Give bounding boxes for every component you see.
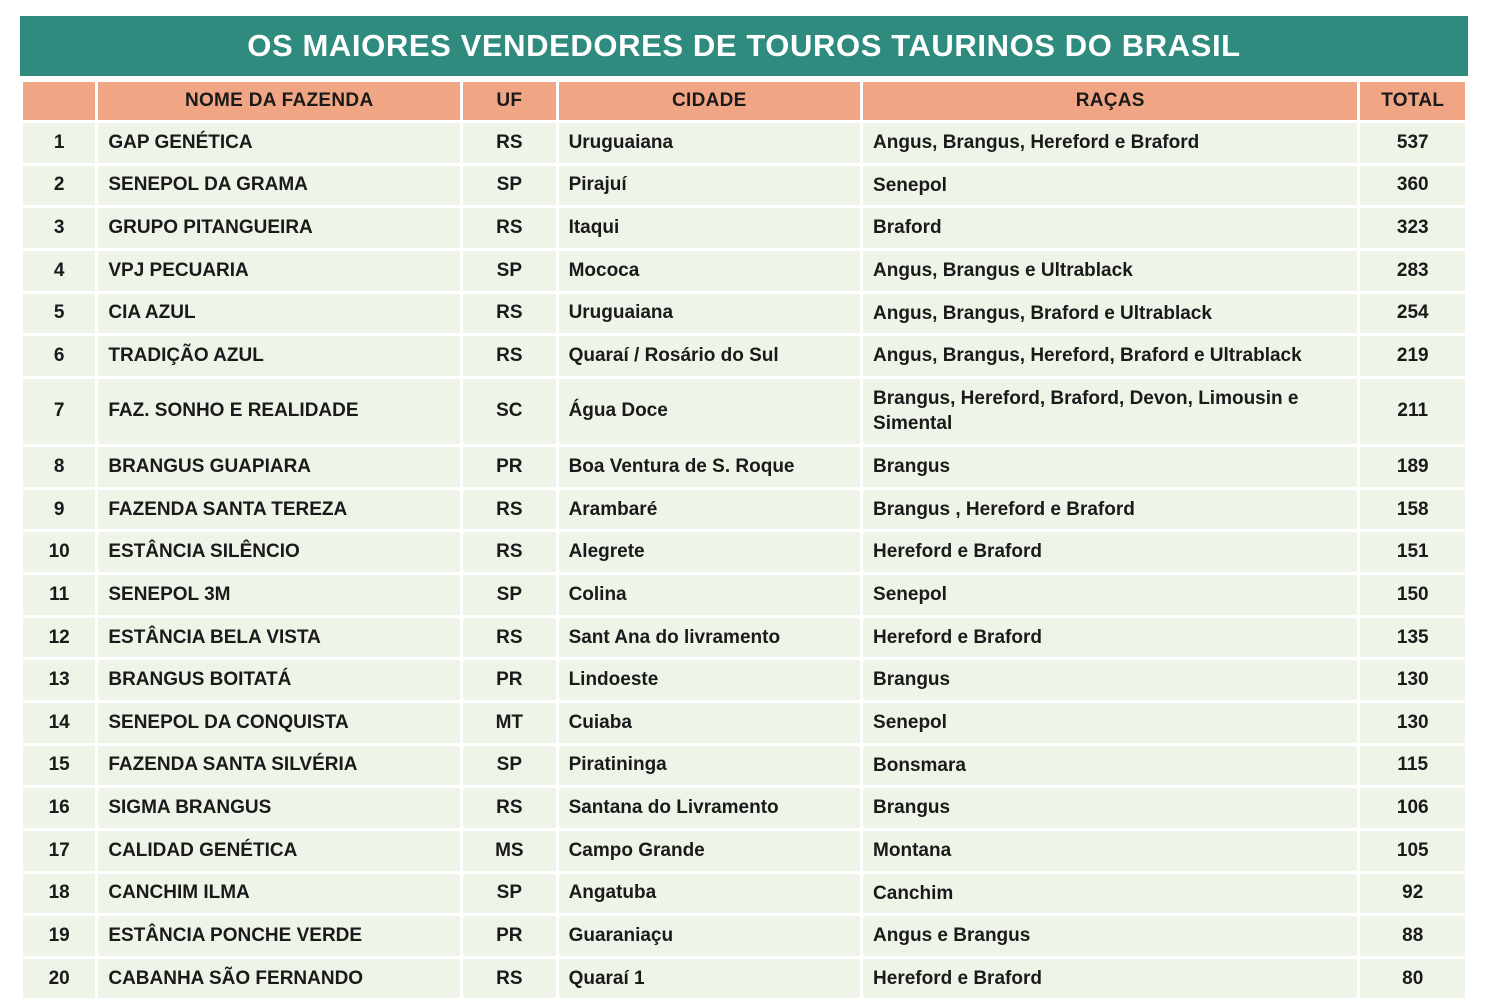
cell-city: Angatuba <box>559 874 860 914</box>
cell-name: GRUPO PITANGUEIRA <box>98 208 460 248</box>
cell-city: Uruguaiana <box>559 294 860 334</box>
cell-city: Cuiaba <box>559 703 860 743</box>
cell-uf: PR <box>463 660 555 700</box>
cell-total: 219 <box>1360 336 1465 376</box>
table-row <box>23 916 1465 956</box>
cell-total: 158 <box>1360 490 1465 530</box>
cell-total: 537 <box>1360 123 1465 163</box>
cell-name: CANCHIM ILMA <box>98 874 460 914</box>
cell-breeds: Brangus <box>863 660 1357 700</box>
cell-city: Alegrete <box>559 532 860 572</box>
cell-breeds: Brangus <box>863 447 1357 487</box>
table-row <box>23 618 1465 658</box>
cell-uf: PR <box>463 916 555 956</box>
cell-city: Arambaré <box>559 490 860 530</box>
cell-name: SENEPOL 3M <box>98 575 460 615</box>
cell-breeds: Brangus , Hereford e Braford <box>863 490 1357 530</box>
cell-rank: 1 <box>23 123 95 163</box>
cell-uf: PR <box>463 447 555 487</box>
cell-city: Quaraí 1 <box>559 959 860 999</box>
table-row <box>23 532 1465 572</box>
cell-total: 105 <box>1360 831 1465 871</box>
cell-total: 130 <box>1360 703 1465 743</box>
cell-city: Mococa <box>559 251 860 291</box>
cell-name: GAP GENÉTICA <box>98 123 460 163</box>
table-row <box>23 959 1465 999</box>
table-row <box>23 746 1465 786</box>
table-row <box>23 447 1465 487</box>
ranking-table <box>20 79 1468 1001</box>
cell-total: 360 <box>1360 166 1465 206</box>
column-header-city: CIDADE <box>559 82 860 120</box>
cell-uf: RS <box>463 208 555 248</box>
cell-total: 106 <box>1360 788 1465 828</box>
cell-total: 323 <box>1360 208 1465 248</box>
cell-uf: RS <box>463 788 555 828</box>
cell-breeds: Angus, Brangus, Braford e Ultrablack <box>863 294 1357 334</box>
cell-breeds: Brangus <box>863 788 1357 828</box>
table-row <box>23 703 1465 743</box>
cell-city: Santana do Livramento <box>559 788 860 828</box>
cell-total: 254 <box>1360 294 1465 334</box>
cell-city: Colina <box>559 575 860 615</box>
cell-uf: RS <box>463 532 555 572</box>
cell-name: SIGMA BRANGUS <box>98 788 460 828</box>
table-body <box>23 123 1465 998</box>
cell-breeds: Angus e Brangus <box>863 916 1357 956</box>
cell-rank: 14 <box>23 703 95 743</box>
cell-name: ESTÂNCIA SILÊNCIO <box>98 532 460 572</box>
cell-breeds: Bonsmara <box>863 746 1357 786</box>
cell-total: 211 <box>1360 379 1465 444</box>
cell-rank: 16 <box>23 788 95 828</box>
cell-city: Campo Grande <box>559 831 860 871</box>
cell-name: CABANHA SÃO FERNANDO <box>98 959 460 999</box>
cell-total: 150 <box>1360 575 1465 615</box>
cell-uf: SP <box>463 874 555 914</box>
cell-name: BRANGUS GUAPIARA <box>98 447 460 487</box>
cell-city: Piratininga <box>559 746 860 786</box>
column-header-breeds: RAÇAS <box>863 82 1357 120</box>
table-row <box>23 575 1465 615</box>
column-header-uf: UF <box>463 82 555 120</box>
column-header-total: TOTAL <box>1360 82 1465 120</box>
cell-total: 88 <box>1360 916 1465 956</box>
cell-breeds: Hereford e Braford <box>863 532 1357 572</box>
cell-city: Itaqui <box>559 208 860 248</box>
cell-uf: SP <box>463 746 555 786</box>
table-row <box>23 831 1465 871</box>
cell-rank: 10 <box>23 532 95 572</box>
cell-uf: RS <box>463 123 555 163</box>
cell-rank: 15 <box>23 746 95 786</box>
cell-city: Guaraniaçu <box>559 916 860 956</box>
cell-uf: RS <box>463 959 555 999</box>
cell-city: Lindoeste <box>559 660 860 700</box>
cell-rank: 8 <box>23 447 95 487</box>
table-row <box>23 379 1465 444</box>
cell-uf: SP <box>463 575 555 615</box>
cell-total: 130 <box>1360 660 1465 700</box>
cell-total: 283 <box>1360 251 1465 291</box>
cell-breeds: Senepol <box>863 166 1357 206</box>
cell-name: SENEPOL DA GRAMA <box>98 166 460 206</box>
page-title: OS MAIORES VENDEDORES DE TOUROS TAURINOS DO BRASIL <box>20 16 1468 76</box>
cell-rank: 13 <box>23 660 95 700</box>
cell-breeds: Hereford e Braford <box>863 618 1357 658</box>
table-row <box>23 660 1465 700</box>
cell-city: Boa Ventura de S. Roque <box>559 447 860 487</box>
cell-name: CALIDAD GENÉTICA <box>98 831 460 871</box>
cell-name: ESTÂNCIA PONCHE VERDE <box>98 916 460 956</box>
cell-total: 115 <box>1360 746 1465 786</box>
table-row <box>23 251 1465 291</box>
cell-rank: 20 <box>23 959 95 999</box>
table-row <box>23 490 1465 530</box>
cell-breeds: Canchim <box>863 874 1357 914</box>
cell-uf: SP <box>463 251 555 291</box>
cell-rank: 5 <box>23 294 95 334</box>
cell-total: 92 <box>1360 874 1465 914</box>
cell-breeds: Hereford e Braford <box>863 959 1357 999</box>
cell-city: Pirajuí <box>559 166 860 206</box>
cell-city: Sant Ana do livramento <box>559 618 860 658</box>
cell-uf: MS <box>463 831 555 871</box>
cell-rank: 9 <box>23 490 95 530</box>
cell-rank: 19 <box>23 916 95 956</box>
table-header-row <box>23 82 1465 120</box>
cell-total: 151 <box>1360 532 1465 572</box>
cell-uf: RS <box>463 336 555 376</box>
cell-rank: 18 <box>23 874 95 914</box>
cell-city: Quaraí / Rosário do Sul <box>559 336 860 376</box>
cell-rank: 7 <box>23 379 95 444</box>
cell-city: Uruguaiana <box>559 123 860 163</box>
cell-rank: 12 <box>23 618 95 658</box>
cell-breeds: Brangus, Hereford, Braford, Devon, Limousin e Simental <box>863 379 1357 444</box>
cell-city: Água Doce <box>559 379 860 444</box>
cell-breeds: Angus, Brangus, Hereford e Braford <box>863 123 1357 163</box>
cell-total: 135 <box>1360 618 1465 658</box>
cell-uf: SP <box>463 166 555 206</box>
cell-total: 189 <box>1360 447 1465 487</box>
cell-name: FAZENDA SANTA SILVÉRIA <box>98 746 460 786</box>
cell-total: 80 <box>1360 959 1465 999</box>
cell-name: FAZENDA SANTA TEREZA <box>98 490 460 530</box>
cell-name: BRANGUS BOITATÁ <box>98 660 460 700</box>
cell-uf: SC <box>463 379 555 444</box>
cell-name: CIA AZUL <box>98 294 460 334</box>
cell-name: SENEPOL DA CONQUISTA <box>98 703 460 743</box>
cell-breeds: Angus, Brangus e Ultrablack <box>863 251 1357 291</box>
cell-name: ESTÂNCIA BELA VISTA <box>98 618 460 658</box>
cell-uf: MT <box>463 703 555 743</box>
column-header-name: NOME DA FAZENDA <box>98 82 460 120</box>
cell-rank: 17 <box>23 831 95 871</box>
cell-uf: RS <box>463 618 555 658</box>
cell-uf: RS <box>463 490 555 530</box>
cell-name: FAZ. SONHO E REALIDADE <box>98 379 460 444</box>
table-row <box>23 874 1465 914</box>
table-row <box>23 294 1465 334</box>
cell-name: VPJ PECUARIA <box>98 251 460 291</box>
cell-breeds: Montana <box>863 831 1357 871</box>
table-row <box>23 336 1465 376</box>
cell-breeds: Braford <box>863 208 1357 248</box>
cell-name: TRADIÇÃO AZUL <box>98 336 460 376</box>
cell-rank: 11 <box>23 575 95 615</box>
table-row <box>23 208 1465 248</box>
cell-uf: RS <box>463 294 555 334</box>
column-header-rank <box>23 82 95 120</box>
cell-breeds: Senepol <box>863 575 1357 615</box>
cell-rank: 3 <box>23 208 95 248</box>
table-row <box>23 788 1465 828</box>
cell-breeds: Angus, Brangus, Hereford, Braford e Ultrablack <box>863 336 1357 376</box>
table-row <box>23 166 1465 206</box>
cell-rank: 2 <box>23 166 95 206</box>
cell-breeds: Senepol <box>863 703 1357 743</box>
table-row <box>23 123 1465 163</box>
cell-rank: 4 <box>23 251 95 291</box>
cell-rank: 6 <box>23 336 95 376</box>
